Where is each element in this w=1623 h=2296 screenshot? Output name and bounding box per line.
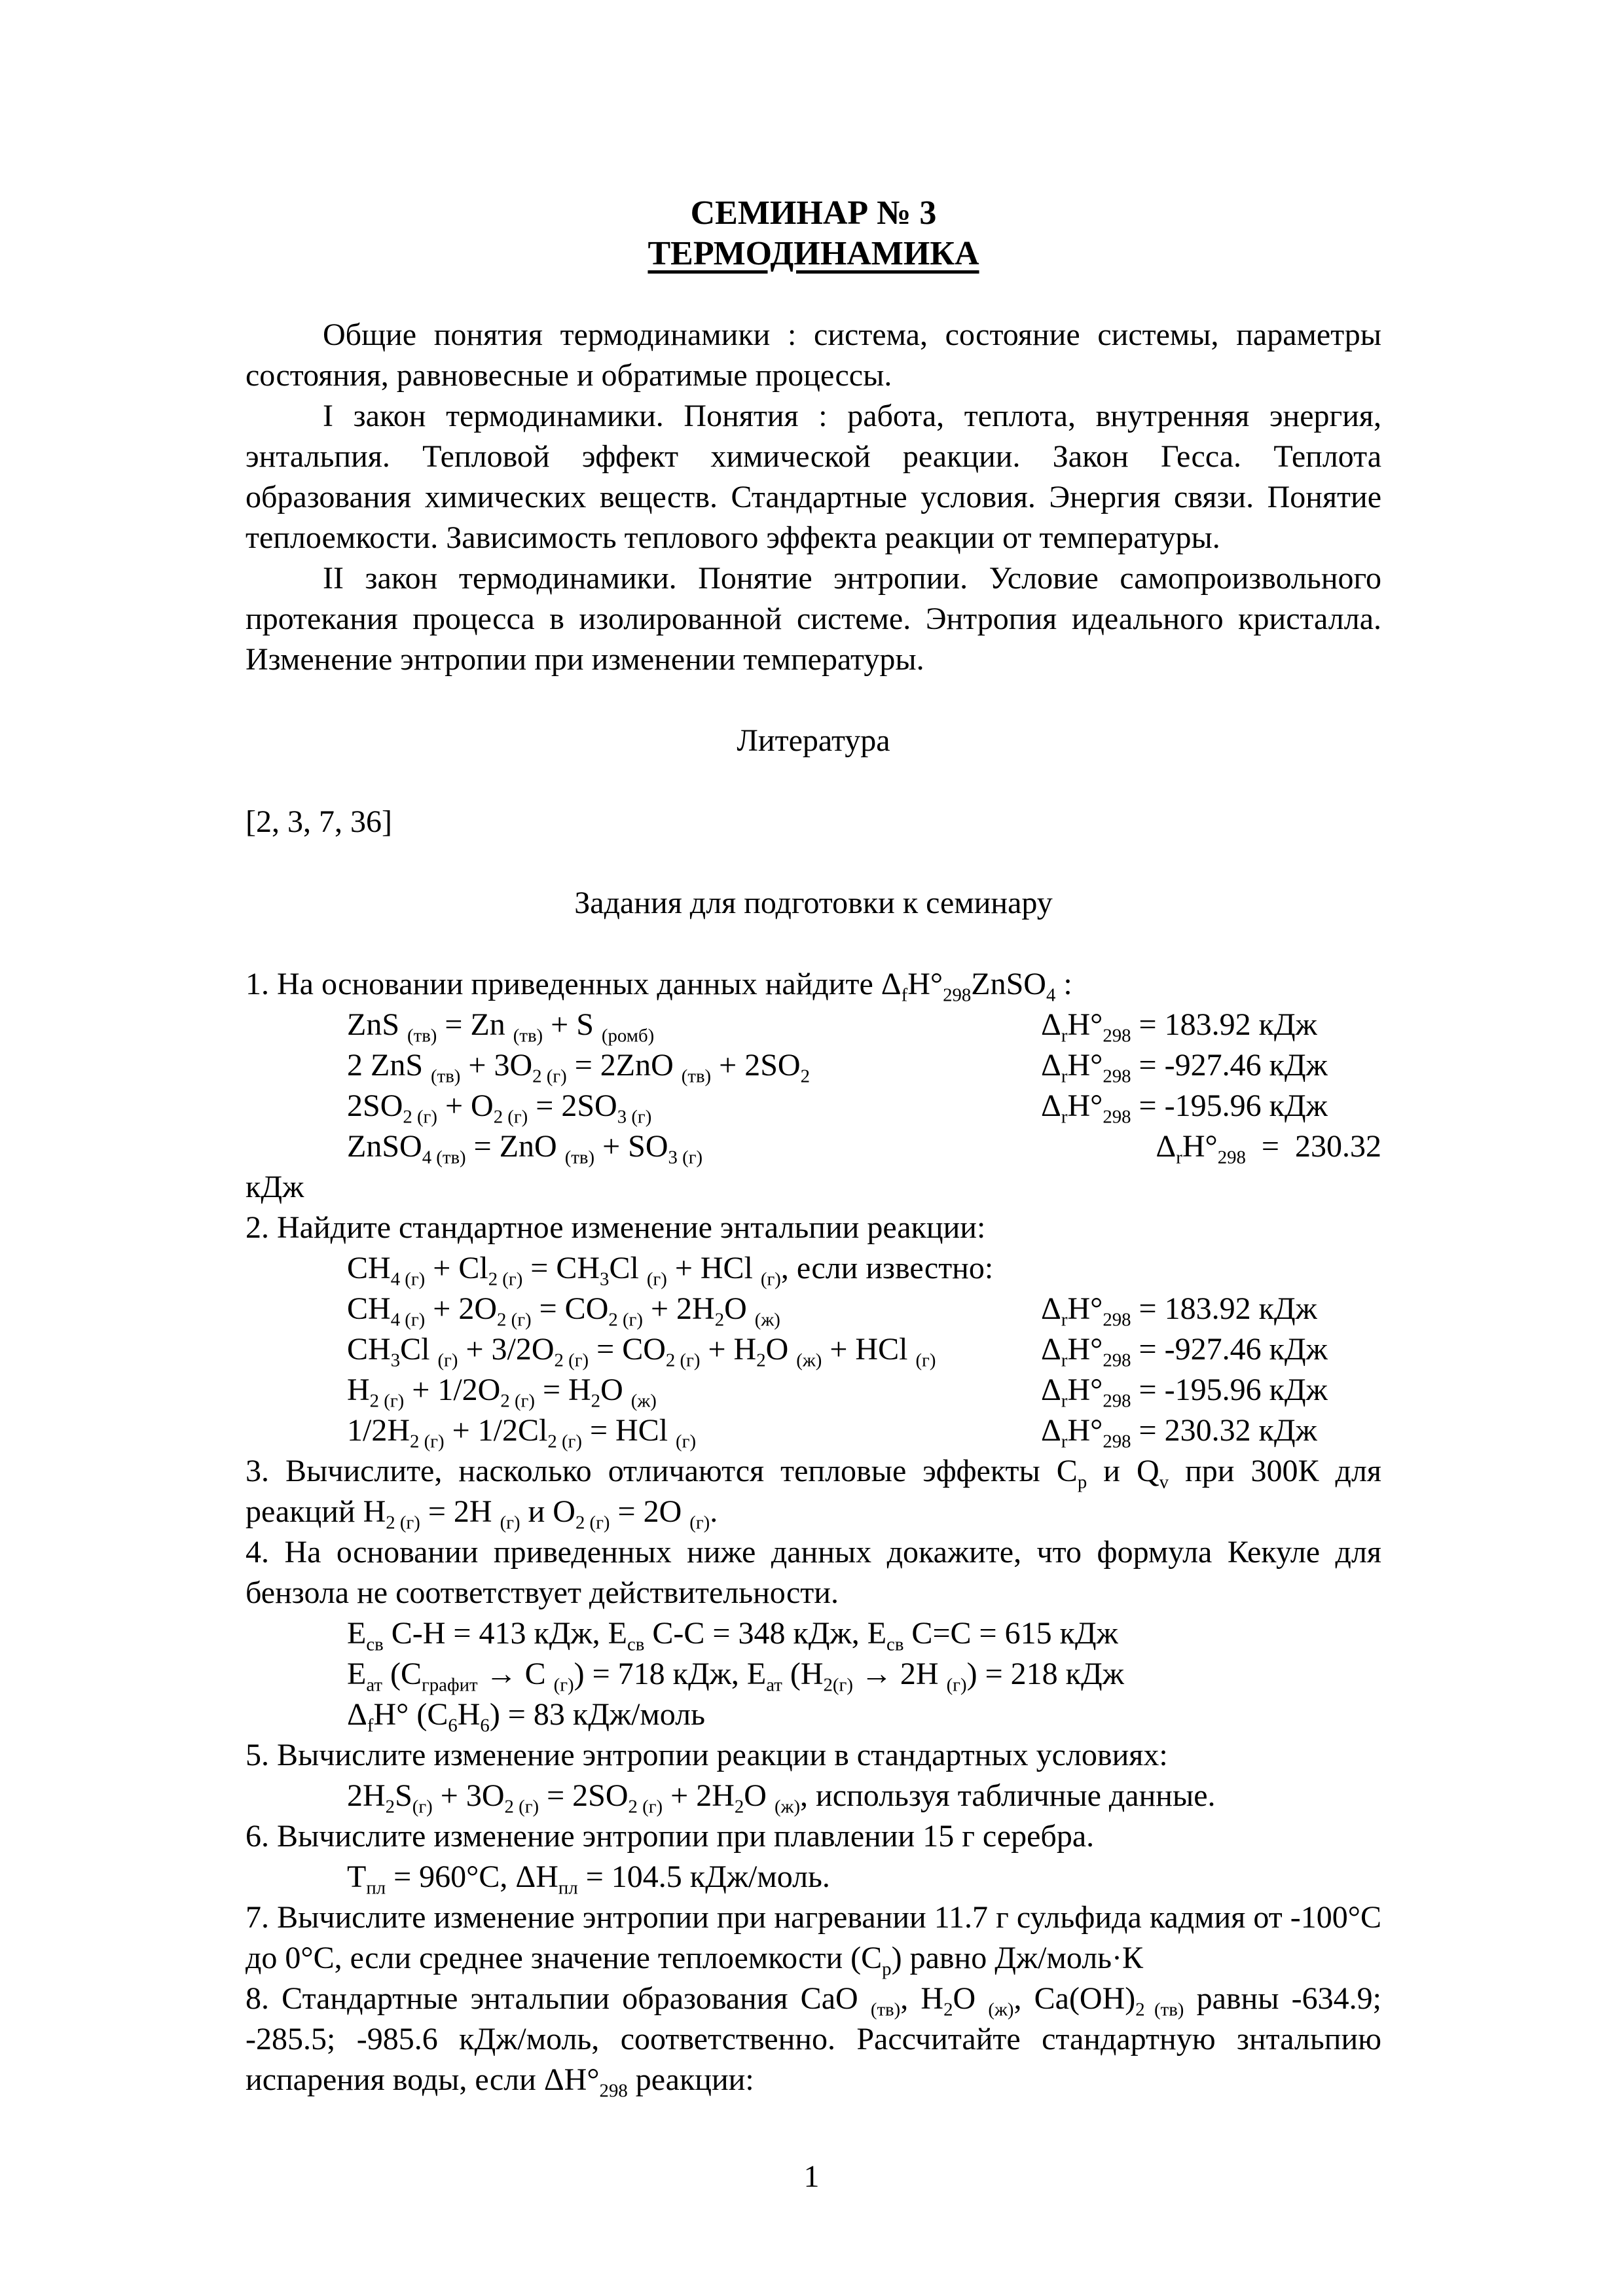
task-6-intro: 6. Вычислите изменение энтропии при плавлении 15 г серебра. — [246, 1819, 1095, 1854]
seminar-title: СЕМИНАР № 3 — [690, 194, 937, 232]
equation: 2 ZnS $_{(тв)} + 3O_{2 (г)} = 2ZnO$ $_{(тв)} + 2SO_2$ — [347, 1048, 810, 1087]
spacer — [246, 842, 1381, 883]
task-4-atomization-energies: $E_{ат}$ ($C_{графит} \to C$ $_{(г)}$) = 718 кДж, $E_{ат}$ ($H_{2(г)} \to 2H$ $_{(г)}$) = 218 кДж — [347, 1657, 1124, 1696]
task-1-row-2 — [347, 1045, 1381, 1086]
enthalpy-value: $\Delta_rH^\circ_{298} = -195.96$ кДж — [1041, 1088, 1328, 1128]
enthalpy-value: $\Delta_rH^\circ_{298} = 183.92$ кДж — [1041, 1007, 1317, 1047]
equation: $CH_3Cl$ $_{(г)} + 3/2O_{2 (г)} = CO_{2 (г)} + H_2O$ $_{(ж)}$ + HCl $_{(г)}$ — [347, 1332, 936, 1371]
task-4-formation-enthalpy: $\Delta_fH^\circ$ $(C_6H_6) = 83$ кДж/моль — [347, 1697, 706, 1736]
enthalpy-value: $\Delta_rH^\circ_{298} = -927.46$ кДж — [1041, 1332, 1328, 1371]
spacer — [246, 761, 1381, 802]
equation: $CH_{4 (г)} + 2O_{2 (г)} = CO_{2 (г)} + 2H_2O$ $_{(ж)}$ — [347, 1291, 780, 1331]
task-1-wrap-unit: кДж — [246, 1170, 304, 1204]
page-number: 1 — [803, 2159, 820, 2194]
task-2-row-1 — [347, 1289, 1381, 1329]
spacer — [246, 924, 1381, 964]
literature-heading: Литература — [737, 723, 890, 758]
intro-paragraph-2: I закон термодинамики. Понятия : работа, теплота, внутренняя энергия, энтальпия. Тепловой эффект химической реакции. Закон Гесса. Теплота образования химических веществ. Стандартные условия. Энергия связи. Понятие теплоемкости. Зависимость теплового эффекта реакции от температуры. — [246, 399, 1381, 555]
task-1-row-1 — [347, 1005, 1381, 1045]
task-1-row-3 — [347, 1086, 1381, 1126]
task-8-text: 8. Стандартные энтальпии образования CaO $_{(тв)}$, $H_2O$ $_{(ж)}$, $Ca(OH)_{2 (тв)}$ равны -634.9; -285.5; -985.6 кДж/моль, соответственно. Рассчитайте стандартную знтальпию испарения воды, если $\Delta H^\circ_{298}$ реакции: — [246, 1981, 1382, 2102]
equation: $H_{2 (г)} + 1/2O_{2 (г)} = H_2O$ $_{(ж)}$ — [347, 1372, 657, 1412]
intro-paragraph-1: Общие понятия термодинамики : система, состояние системы, параметры состояния, равновесные и обратимые процессы. — [246, 317, 1381, 393]
task-1-intro: 1. На основании приведенных данных найдите $\Delta_fH^\circ_{298}ZnSO_4$ : — [246, 967, 1072, 1006]
task-7-text: 7. Вычислите изменение энтропии при нагревании 11.7 г сульфида кадмия от -100°C до 0°C, если среднее значение теплоемкости $(C_p)$ равно Дж/моль·К — [246, 1900, 1381, 1980]
enthalpy-value: $\Delta_rH^\circ_{298} = -195.96$ кДж — [1041, 1372, 1328, 1412]
task-4-intro: 4. На основании приведенных ниже данных докажите, что формула Кекуле для бензола не соответствует действительности. — [246, 1535, 1381, 1610]
equation: $1/2H_{2 (г)} + 1/2Cl_{2 (г)}$ = HCl $_{(г)}$ — [347, 1413, 697, 1452]
enthalpy-value: $\Delta_rH^\circ_{298} = -927.46$ кДж — [1041, 1048, 1328, 1087]
seminar-subtitle-line — [246, 234, 1381, 274]
enthalpy-value: $\Delta_rH^\circ_{298} = 183.92$ кДж — [1041, 1291, 1317, 1331]
spacer — [246, 680, 1381, 721]
task-2-row-4 — [347, 1410, 1381, 1451]
task-2-intro: 2. Найдите стандартное изменение энтальпии реакции: — [246, 1210, 986, 1245]
literature-refs: [2, 3, 7, 36] — [246, 804, 392, 839]
equation: ZnSO$_{4 (тв)}$ = ZnO $_{(тв)} + SO_{3 (г)}$ — [347, 1129, 703, 1168]
enthalpy-value: $\Delta_rH^\circ_{298} = 230.32$ — [1156, 1129, 1381, 1168]
intro-paragraph-3: II закон термодинамики. Понятие энтропии. Условие самопроизвольного протекания процесса в изолированной системе. Энтропия идеального кристалла. Изменение энтропии при изменении температуры. — [246, 561, 1381, 677]
task-6-data: $Т_{пл} = 960^\circ C$, $\Delta H_{пл} = 104.5$ кДж/моль. — [347, 1859, 830, 1899]
enthalpy-value: $\Delta_rH^\circ_{298} = 230.32$ кДж — [1041, 1413, 1317, 1452]
task-2-row-3 — [347, 1370, 1381, 1410]
task-5-intro: 5. Вычислите изменение энтропии реакции в стандартных условиях: — [246, 1738, 1168, 1772]
equation: $2SO_{2 (г)} + O_{2 (г)} = 2SO_{3 (г)}$ — [347, 1088, 652, 1128]
seminar-subtitle: ТЕРМОДИНАМИКА — [647, 235, 979, 272]
task-4-bond-energies: $E_{св}$ C-H = 413 кДж, $E_{св}$ C-C = 348 кДж, $E_{св}$ C=C = 615 кДж — [347, 1616, 1118, 1655]
equation: ZnS $_{(тв)}$ = Zn $_{(тв)}$ + S $_{(ромб)}$ — [347, 1007, 655, 1047]
task-1-row-4 — [347, 1126, 1381, 1167]
task-3-text: 3. Вычислите, насколько отличаются тепловые эффекты $C_p$ и $Q_v$ при 300К для реакций $H_{2 (г)} = 2H$ $_{(г)}$ и $O_{2 (г)} = 2O$ $_{(г)}$. — [246, 1454, 1382, 1534]
tasks-heading: Задания для подготовки к семинару — [574, 886, 1053, 920]
task-2-reaction: $CH_{4 (г)} + Cl_{2 (г)} = CH_3Cl$ $_{(г)}$ + HCl $_{(г)}$, если известно: — [347, 1251, 994, 1290]
task-5-reaction: $2H_2S_{(г)} + 3O_{2 (г)} = 2SO_{2 (г)} + 2H_2O$ $_{(ж)}$, используя табличные данные. — [347, 1778, 1216, 1818]
task-2-row-2 — [347, 1329, 1381, 1370]
spacer — [246, 274, 1381, 315]
